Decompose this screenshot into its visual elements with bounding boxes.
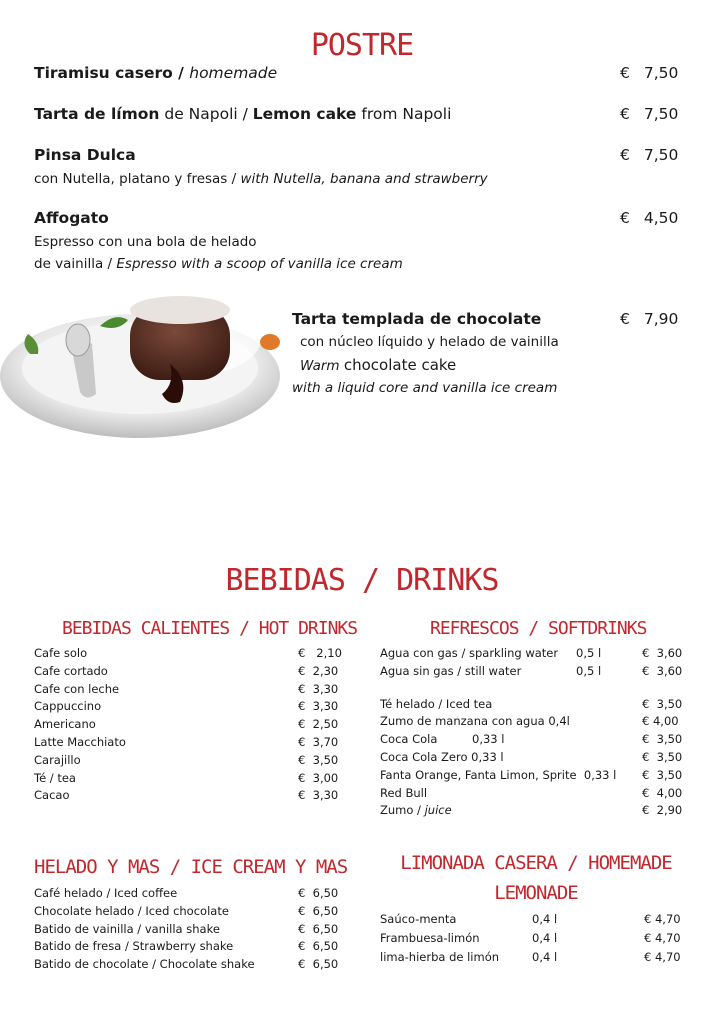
- list-item: [34, 957, 344, 975]
- list-item: [380, 750, 690, 768]
- item-price: € 6,50: [298, 957, 339, 972]
- list-item: [34, 682, 344, 700]
- list-item: [34, 788, 344, 806]
- item-price: € 3,30: [298, 788, 339, 803]
- dish-name: Tiramisu casero /: [34, 64, 190, 82]
- euro-sign: €: [620, 209, 630, 227]
- item-price: € 2,30: [298, 663, 339, 678]
- item-size: 0,5 l: [576, 646, 602, 660]
- price-affogato: [620, 209, 678, 227]
- desc-en: with Nutella, banana and strawberry: [240, 171, 488, 187]
- list-item: [380, 950, 690, 969]
- postre-title: POSTRE: [310, 28, 414, 63]
- item-name: Batido de fresa / Strawberry shake: [34, 939, 234, 954]
- price-value: 7,50: [643, 146, 679, 164]
- list-item: [380, 786, 690, 804]
- item-size: 0,33 l: [472, 732, 505, 747]
- item-price: € 2,90: [642, 803, 683, 818]
- item-name: Fanta Orange, Fanta Limon, Sprite 0,33 l: [380, 767, 617, 782]
- desc-es: de vainilla /: [34, 256, 117, 272]
- item-size: 0,4 l: [532, 950, 558, 964]
- hot-drinks-list: [34, 646, 344, 806]
- item-name: Cafe solo: [34, 646, 88, 660]
- dish-description: [34, 171, 488, 187]
- item-name: Cafe cortado: [34, 663, 108, 678]
- price-value: 7,90: [643, 310, 679, 328]
- item-price: € 6,50: [298, 886, 339, 900]
- price-pinsa-dulca: [620, 146, 678, 164]
- list-item: [34, 717, 344, 735]
- list-item: [34, 699, 344, 717]
- item-price: € 4,70: [644, 931, 681, 945]
- item-name: lima-hierba de limón: [380, 950, 500, 964]
- item-name: Cappuccino: [34, 699, 102, 714]
- dish-pinsa-dulca: Pinsa Dulca: [34, 146, 136, 164]
- desc-es: con Nutella, platano y fresas /: [34, 171, 241, 187]
- item-name: Cacao: [34, 788, 70, 803]
- price-value: 4,50: [643, 209, 679, 227]
- item-name: Americano: [34, 717, 96, 732]
- dish-description: con núcleo líquido y helado de vainilla: [300, 334, 559, 350]
- item-price: € 3,30: [298, 681, 339, 696]
- dish-description: [34, 256, 403, 272]
- item-price: € 3,60: [642, 663, 683, 678]
- item-name: Agua sin gas / still water: [380, 663, 522, 678]
- item-name: Zumo /: [380, 803, 425, 818]
- item-price: € 3,00: [298, 770, 339, 785]
- list-item: [34, 904, 344, 922]
- price-tiramisu: [620, 64, 678, 82]
- list-item: [380, 768, 690, 786]
- list-item: [380, 912, 690, 931]
- item-name: Carajillo: [34, 752, 81, 767]
- item-name-en: juice: [424, 803, 452, 818]
- list-item: [34, 664, 344, 682]
- lemonade-title-line1: LIMONADA CASERA / HOMEMADE: [400, 852, 672, 874]
- item-name: Agua con gas / sparkling water: [380, 646, 559, 660]
- desc-en-highlight: chocolate cake: [343, 356, 457, 374]
- item-price: € 2,50: [298, 717, 339, 732]
- item-name: Coca Cola: [380, 732, 438, 747]
- item-price: € 3,70: [298, 734, 339, 749]
- dish-description: Espresso con una bola de helado: [34, 234, 257, 250]
- dish-tarta-chocolate: Tarta templada de chocolate: [292, 310, 542, 328]
- dish-affogato: Affogato: [34, 209, 109, 227]
- dish-name-en: homemade: [189, 64, 278, 82]
- item-name: Batido de vainilla / vanilla shake: [34, 921, 220, 936]
- list-item: [380, 803, 690, 821]
- dish-name-part: de Napoli /: [159, 105, 253, 123]
- price-tarta-chocolate: [620, 310, 678, 328]
- item-name: Batido de chocolate / Chocolate shake: [34, 957, 255, 972]
- item-price: € 4,70: [644, 950, 681, 964]
- item-price: € 3,50: [298, 752, 339, 767]
- softdrinks-list: [380, 646, 690, 821]
- item-name: Red Bull: [380, 785, 428, 800]
- item-price: € 3,50: [642, 732, 683, 747]
- list-item: [34, 922, 344, 940]
- item-name: Cafe con leche: [34, 681, 120, 696]
- hot-drinks-title: BEBIDAS CALIENTES / HOT DRINKS: [62, 618, 358, 639]
- item-price: € 2,10: [298, 646, 342, 660]
- item-size: 0,4 l: [532, 931, 558, 945]
- item-price: € 6,50: [298, 921, 339, 936]
- desc-en: Espresso with a scoop of vanilla ice cream: [116, 256, 403, 272]
- list-item: [380, 714, 690, 732]
- item-price: € 6,50: [298, 939, 339, 954]
- list-item: [34, 753, 344, 771]
- euro-sign: €: [620, 310, 630, 328]
- item-name: Frambuesa-limón: [380, 931, 480, 945]
- item-price: € 3,50: [642, 749, 683, 764]
- ice-cream-list: [34, 886, 344, 975]
- item-price: € 4,00: [642, 714, 679, 729]
- lemonade-title-line2: LEMONADE: [494, 882, 578, 904]
- price-value: 7,50: [643, 64, 679, 82]
- list-item: [34, 886, 344, 904]
- dish-description: [300, 356, 456, 374]
- item-price: € 3,30: [298, 699, 339, 714]
- list-item: [380, 931, 690, 950]
- item-price: € 4,00: [642, 785, 683, 800]
- item-price: € 6,50: [298, 903, 339, 918]
- list-item: [34, 646, 344, 664]
- drinks-title: BEBIDAS / DRINKS: [225, 563, 499, 598]
- item-name: Té helado / Iced tea: [380, 696, 493, 711]
- dish-name-part: from Napoli: [356, 105, 452, 123]
- price-value: 7,50: [643, 105, 679, 123]
- item-price: € 3,50: [642, 696, 683, 711]
- desc-en: Warm: [300, 358, 344, 374]
- item-price: € 3,60: [642, 646, 683, 660]
- item-name: Café helado / Iced coffee: [34, 886, 178, 900]
- list-item: [34, 735, 344, 753]
- euro-sign: €: [620, 64, 630, 82]
- item-name: Coca Cola Zero 0,33 l: [380, 749, 504, 764]
- list-item: [380, 697, 690, 715]
- dish-name: Tarta de límon: [34, 105, 160, 123]
- item-name: Té / tea: [34, 770, 76, 785]
- item-name: Chocolate helado / Iced chocolate: [34, 903, 229, 918]
- item-name: Latte Macchiato: [34, 734, 126, 749]
- chocolate-cake-plate-illustration: [0, 284, 290, 444]
- dish-lemon-cake: [34, 105, 451, 123]
- euro-sign: €: [620, 146, 630, 164]
- item-size: 0,5 l: [576, 663, 602, 678]
- spacer: [380, 682, 690, 697]
- item-price: € 4,70: [644, 912, 681, 926]
- dish-tiramisu: [34, 64, 277, 82]
- list-item: [380, 664, 690, 682]
- ice-cream-title: HELADO Y MAS / ICE CREAM Y MAS: [34, 856, 348, 878]
- euro-sign: €: [620, 105, 630, 123]
- lemonade-list: [380, 912, 690, 969]
- item-price: € 3,50: [642, 767, 683, 782]
- item-name: Saúco-menta: [380, 912, 457, 926]
- list-item: [380, 732, 690, 750]
- list-item: [34, 939, 344, 957]
- list-item: [380, 646, 690, 664]
- list-item: [34, 771, 344, 789]
- price-lemon-cake: [620, 105, 678, 123]
- item-name: Zumo de manzana con agua 0,4l: [380, 714, 570, 729]
- softdrinks-title: REFRESCOS / SOFTDRINKS: [430, 618, 647, 639]
- dish-description: with a liquid core and vanilla ice cream: [292, 380, 558, 396]
- item-size: 0,4 l: [532, 912, 558, 926]
- dish-name-en: Lemon cake: [252, 105, 357, 123]
